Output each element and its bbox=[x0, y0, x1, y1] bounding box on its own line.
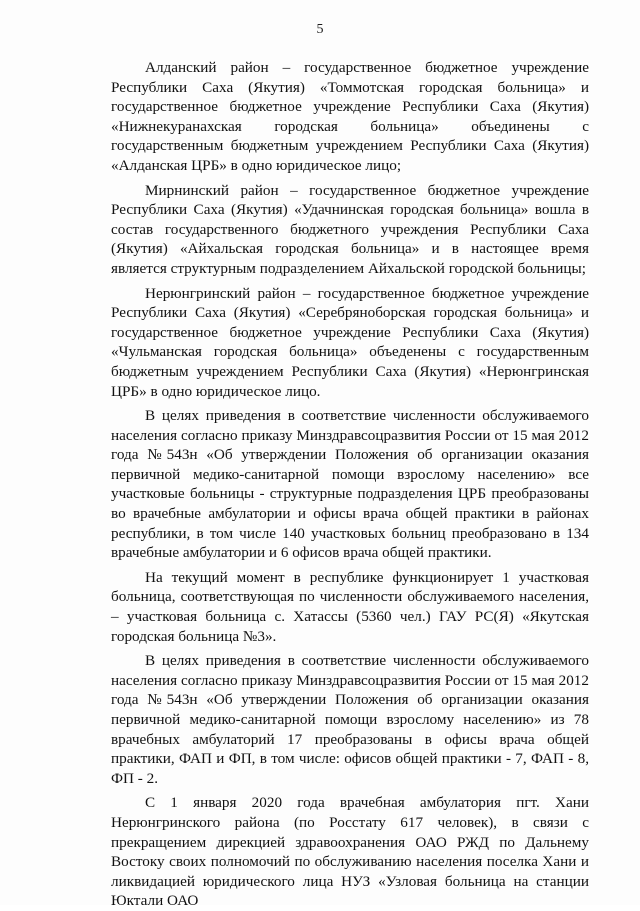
document-body bbox=[111, 58, 589, 911]
paragraph-reorganization-134: В целях приведения в соответствие численности обслуживаемого населения согласно приказу Минздравсоцразвития России от 15 мая 2012 года №543н «Об утверждении Положения об организации оказания первичной медико-санитарной помощи взрослому населению» все участковые больницы - структурные подразделения ЦРБ преобразованы во врачебные амбулатории и офисы врача общей практики в районах республики, в том числе 140 участковых больниц преобразовано в 134 врачебные амбулатории и 6 офисов врача общей практики. bbox=[111, 407, 589, 562]
paragraph-neryungri-district: Нерюнгринский район – государственное бюджетное учреждение Республики Саха (Якутия) «Серебряноборская городская больница» и государственное бюджетное учреждение Республики Саха (Якутия) «Чульманская городская больница» объеденены с государственным бюджетным учреждением Республики Саха (Якутия) «Нерюнгринская ЦРБ» в одно юридическое лицо. bbox=[111, 284, 589, 400]
paragraph-khani-ambulatory: С 1 января 2020 года врачебная амбулатория пгт. Хани Нерюнгринского района (по Росстату 617 человек), в связи с прекращением дирекцией здравоохранения ОАО РЖД по Дальнему Востоку своих полномочий по обслуживанию населения поселка Хани и ликвидацией юридического лица НУЗ «Узловая больница на станции Юктали ОАО bbox=[111, 794, 589, 910]
paragraph-khatassy-hospital: На текущий момент в республике функционирует 1 участковая больница, соответствующая по численности обслуживаемого населения, – участковая больница с. Хатассы (5360 чел.) ГАУ РС(Я) «Якутская городская больница №3». bbox=[111, 568, 589, 645]
paragraph-mirny-district: Мирнинский район – государственное бюджетное учреждение Республики Саха (Якутия) «Удачнинская городская больница» вошла в состав государственного бюджетного учреждения Республики Саха (Якутия) «Айхальская городская больница» и в настоящее время является структурным подразделением Айхальской городской больницы; bbox=[111, 181, 589, 277]
paragraph-aldan-district: Алданский район – государственное бюджетное учреждение Республики Саха (Якутия) «Томмотская городская больница» и государственное бюджетное учреждение Республики Саха (Якутия) «Нижнекуранахская городская больница» объединены с государственным бюджетным учреждением Республики Саха (Якутия) «Алданская ЦРБ» в одно юридическое лицо; bbox=[111, 59, 589, 174]
paragraph-reorganization-17: В целях приведения в соответствие численности обслуживаемого населения согласно приказу Минздравсоцразвития России от 15 мая 2012 года №543н «Об утверждении Положения об организации оказания первичной медико-санитарной помощи взрослому населению» из 78 врачебных амбулаторий 17 преобразованы в офисы врача общей практики, ФАП и ФП, в том числе: офисов общей практики - 7, ФАП - 8, ФП - 2. bbox=[111, 652, 589, 787]
page-number: 5 bbox=[316, 22, 324, 37]
